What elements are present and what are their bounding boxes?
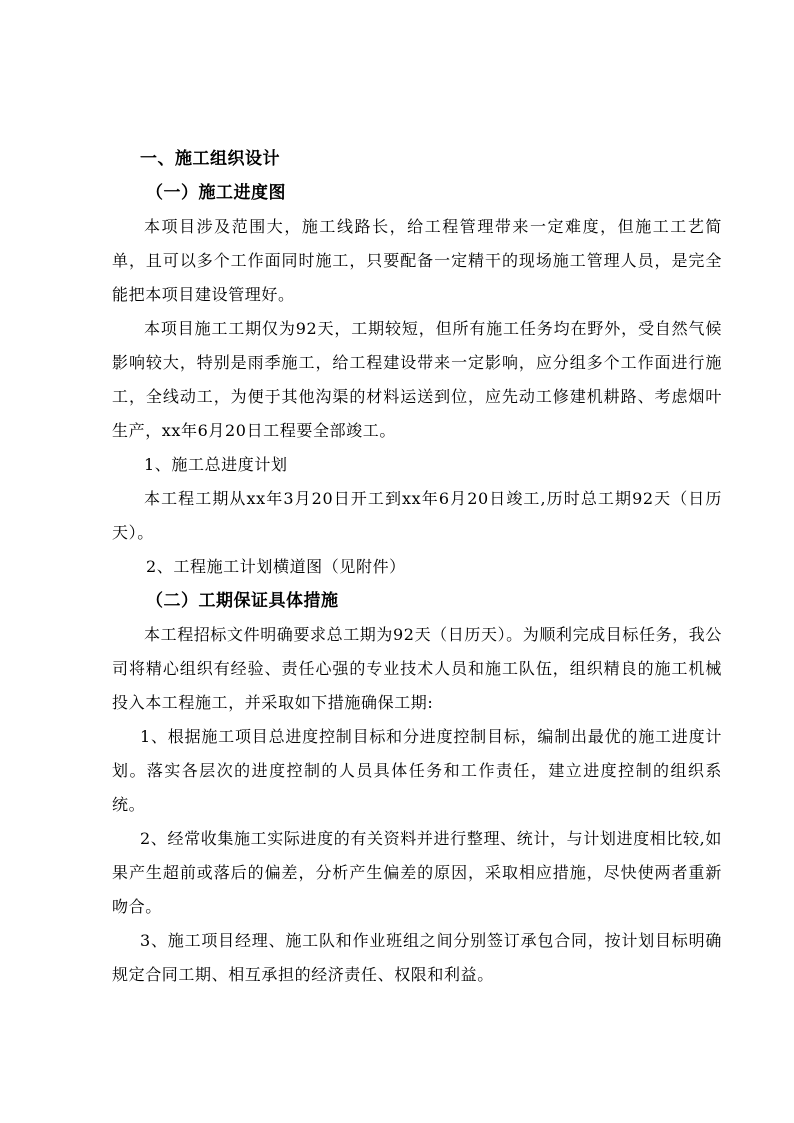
item-title-gantt-chart: 2、工程施工计划横道图（见附件） <box>146 557 406 576</box>
heading-construction-organization-design: 一、施工组织设计 <box>140 149 280 169</box>
document-page <box>112 142 722 992</box>
measure-item-2: 2、经常收集施工实际进度的有关资料并进行整理、统计，与计划进度相比较,如果产生超前或落后的偏差，分析产生偏差的原因，采取相应措施，尽快使两者重新吻合。 <box>112 829 722 916</box>
paragraph-project-scope: 本项目涉及范围大，施工线路长，给工程管理带来一定难度，但施工工艺简单，且可以多个工作面同时施工，只要配备一定精干的现场施工管理人员，是完全能把本项目建设管理好。 <box>112 217 722 304</box>
item-title-master-schedule: 1、施工总进度计划 <box>144 455 288 474</box>
measure-item-1: 1、根据施工项目总进度控制目标和分进度控制目标，编制出最优的施工进度计划。落实各层次的进度控制的人员具体任务和工作责任，建立进度控制的组织系统。 <box>112 727 722 814</box>
measure-item-3: 3、施工项目经理、施工队和作业班组之间分别签订承包合同，按计划目标明确规定合同工期、相互承担的经济责任、权限和利益。 <box>112 931 722 984</box>
paragraph-guarantee-intro: 本工程招标文件明确要求总工期为92天（日历天）。为顺利完成目标任务，我公司将精心组织有经验、责任心强的专业技术人员和施工队伍，组织精良的施工机械投入本工程施工，并采取如下措施确保工期: <box>112 625 722 712</box>
section-title-schedule-chart: （一）施工进度图 <box>146 183 286 203</box>
paragraph-project-duration: 本项目施工工期仅为92天，工期较短，但所有施工任务均在野外，受自然气候影响较大，特别是雨季施工，给工程建设带来一定影响，应分组多个工作面进行施工，全线动工，为便于其他沟渠的材料运送到位，应先动工修建机耕路、考虑烟叶生产，xx年6月20日工程要全部竣工。 <box>112 319 722 440</box>
section-title-schedule-guarantee: （二）工期保证具体措施 <box>146 591 339 611</box>
paragraph-master-schedule: 本工程工期从xx年3月20日开工到xx年6月20日竣工,历时总工期92天（日历天）。 <box>112 489 722 542</box>
